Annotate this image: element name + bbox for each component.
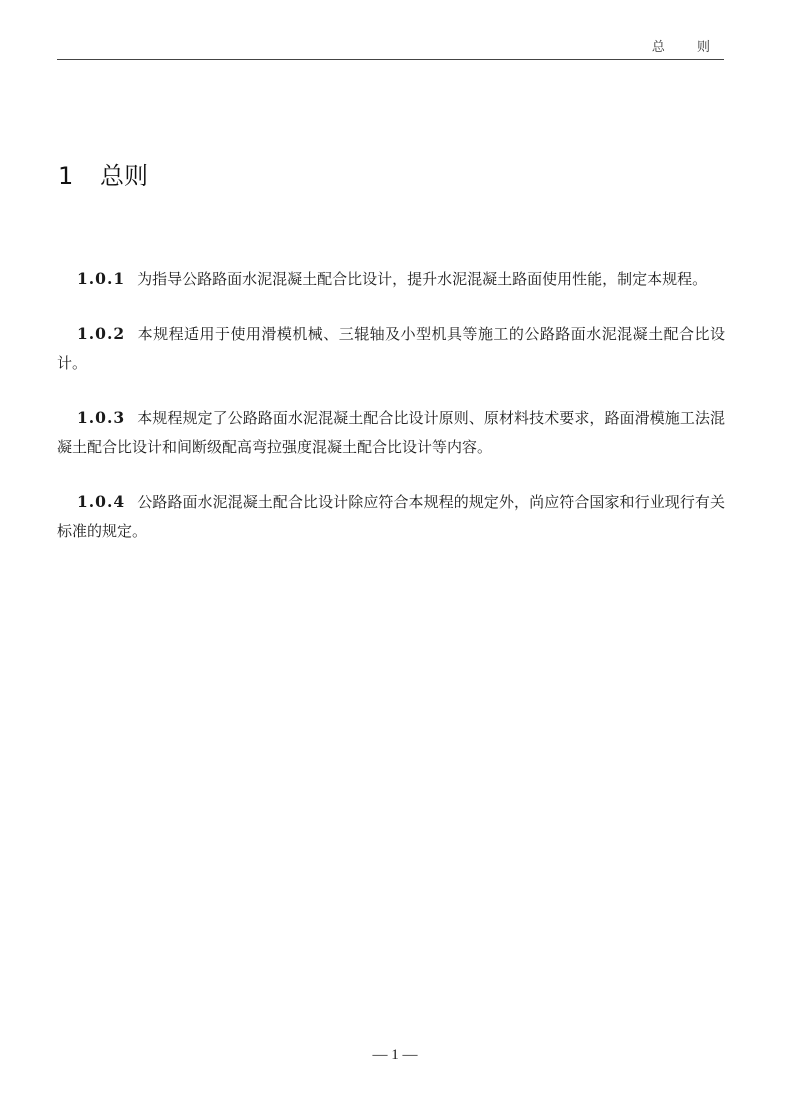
clause-1-0-1 bbox=[57, 264, 725, 294]
clause-number: 1.0.2 bbox=[77, 324, 126, 343]
chapter-title: 总则 bbox=[100, 162, 148, 190]
clause-1-0-3 bbox=[57, 403, 725, 462]
chapter-heading bbox=[58, 156, 148, 191]
clause-text: 公路路面水泥混凝土配合比设计除应符合本规程的规定外，尚应符合国家和行业现行有关标准的规定。 bbox=[57, 493, 725, 540]
clause-1-0-4 bbox=[57, 487, 725, 546]
clause-1-0-2 bbox=[57, 319, 725, 378]
clause-number: 1.0.4 bbox=[77, 492, 126, 511]
chapter-number: 1 bbox=[58, 162, 74, 190]
clause-number: 1.0.3 bbox=[77, 408, 126, 427]
page-number: — 1 — bbox=[372, 1047, 418, 1063]
clause-text: 本规程规定了公路路面水泥混凝土配合比设计原则、原材料技术要求，路面滑模施工法混凝土配合比设计和间断级配高弯拉强度混凝土配合比设计等内容。 bbox=[57, 409, 725, 456]
header-divider bbox=[57, 59, 724, 60]
clause-number: 1.0.1 bbox=[77, 269, 126, 288]
clause-text: 本规程适用于使用滑模机械、三辊轴及小型机具等施工的公路路面水泥混凝土配合比设计。 bbox=[57, 325, 725, 372]
clause-list bbox=[57, 264, 725, 571]
running-header-title: 总 则 bbox=[651, 40, 724, 55]
clause-text: 为指导公路路面水泥混凝土配合比设计，提升水泥混凝土路面使用性能，制定本规程。 bbox=[137, 270, 708, 288]
